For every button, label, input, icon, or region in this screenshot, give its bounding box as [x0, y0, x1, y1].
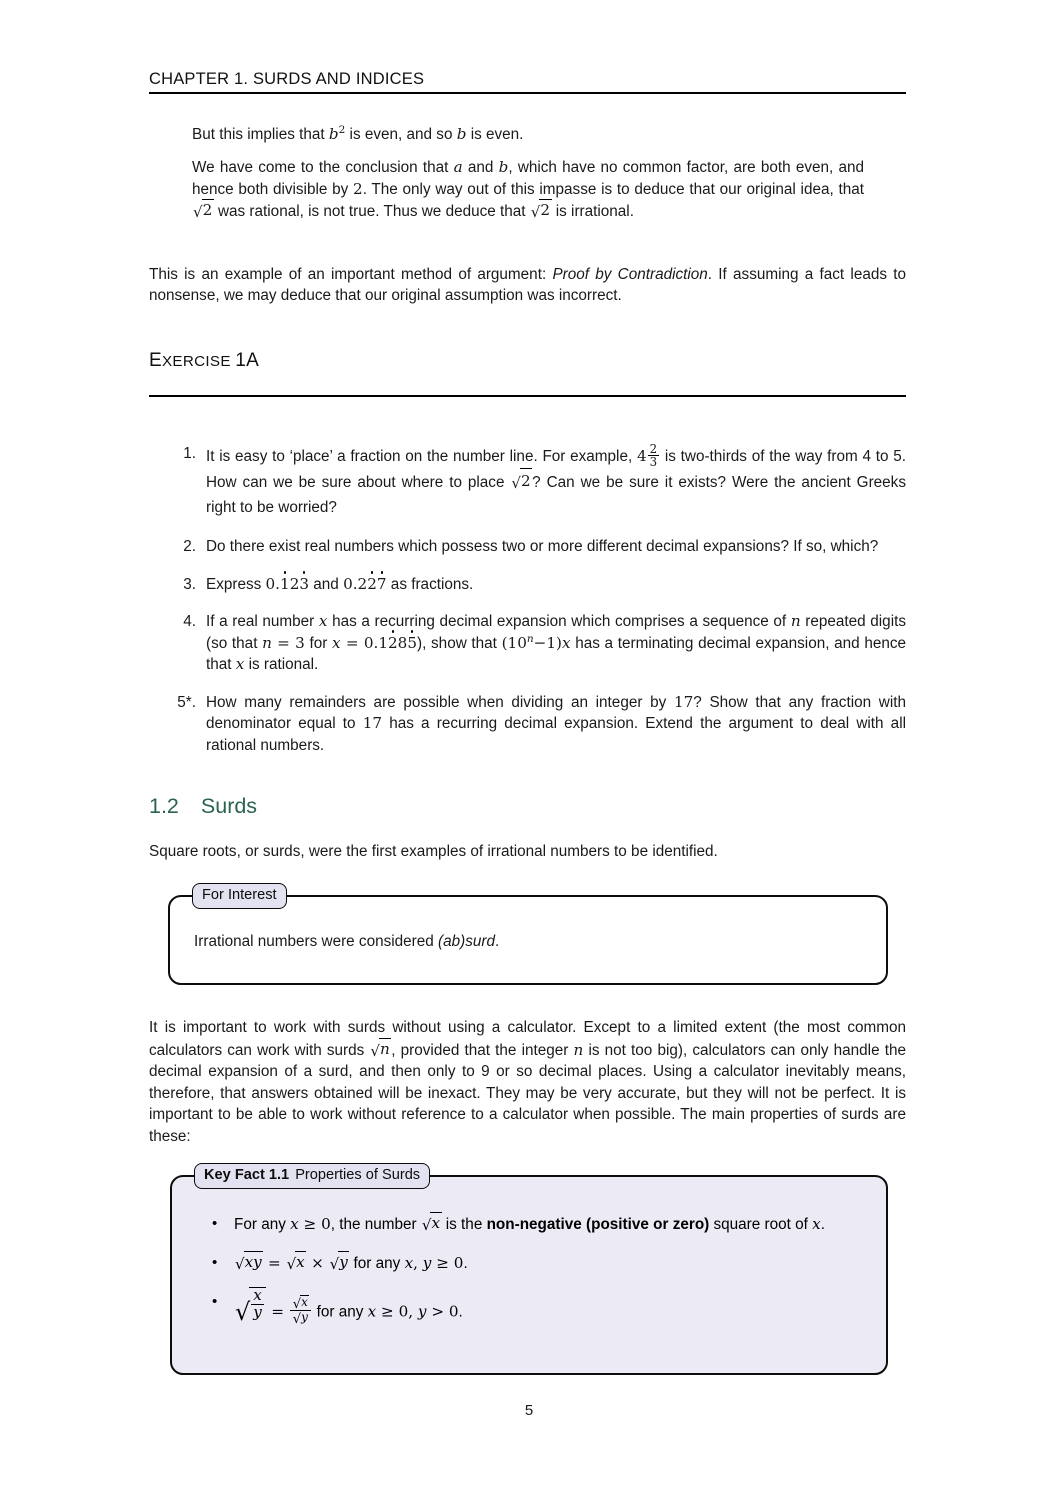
text-fragment: , which have no common factor, are both even, and hence both divisible by	[192, 159, 865, 198]
text-fragment: .	[463, 1255, 468, 1272]
text-fragment: . The only way out of this impasse is to deduce that our original idea, that	[362, 180, 864, 198]
text-fragment: has a terminating decimal expansion, and hence that	[206, 634, 907, 674]
paragraph-calculator	[149, 1017, 906, 1147]
math-number-17: 17	[673, 692, 694, 711]
sqrt-x-over-y: √ $\frac{x}{y}$	[234, 1291, 266, 1324]
list-item	[170, 611, 906, 676]
list-item-marker: 2.	[183, 538, 196, 556]
math-relation: =	[263, 1254, 286, 1272]
math-relation: > 0	[426, 1302, 459, 1321]
text-fragment: How many remainders are possible when dividing an integer by	[206, 693, 674, 711]
recurring-digit: 3	[299, 574, 309, 596]
text-fragment: For any	[234, 1216, 291, 1233]
text-fragment: If a real number	[206, 613, 319, 631]
recurring-digit: 2	[388, 633, 398, 655]
list-item-content	[206, 443, 906, 520]
emphasis-non-negative: non-negative (positive or zero)	[486, 1216, 710, 1233]
list-item-content	[234, 1213, 864, 1235]
math-relation: =	[266, 1302, 289, 1321]
list-item-content	[206, 611, 906, 676]
list-item-marker: 3.	[183, 575, 196, 593]
math-variable-y: y	[417, 1302, 427, 1321]
fraction-two-thirds: $\frac{2}{3}$	[649, 442, 658, 470]
text-fragment: is two-thirds of the way from 4 to 5. How can we be sure about where to place	[206, 448, 906, 492]
math-relation: ≥ 0	[376, 1302, 409, 1321]
text-fragment: and	[309, 575, 344, 593]
math-number-17: 17	[362, 714, 383, 733]
exercise-heading-initial: E	[149, 350, 162, 371]
text-fragment: and	[462, 159, 499, 176]
text-fragment: ? Can we be sure it exists? Were the ancient Greeks right to be worried?	[206, 474, 906, 517]
paragraph-conclusion	[192, 157, 864, 223]
text-fragment: .	[458, 1303, 463, 1321]
sqrt-two: √2	[510, 469, 532, 495]
exercise-heading-number: 1A	[235, 350, 260, 371]
math-variable-b: b	[456, 125, 467, 143]
fraction-sqrtx-over-sqrty: $\frac{√x}{√y}$	[290, 1296, 312, 1326]
text-fragment: But this implies that	[192, 126, 329, 143]
list-item-marker: 5*.	[177, 693, 196, 711]
sqrt-two: √2	[193, 201, 213, 222]
exercise-heading-word: XERCISE	[161, 353, 231, 370]
math-equation: = 3	[271, 633, 305, 652]
running-head	[149, 70, 906, 94]
key-fact-bullet-list	[208, 1213, 864, 1326]
bullet-icon: •	[212, 1254, 218, 1271]
sqrt-n: √n	[370, 1039, 390, 1060]
recurring-digit: 5	[407, 633, 417, 655]
list-item	[170, 536, 906, 558]
exercise-heading-block	[149, 350, 906, 397]
page-number: 5	[524, 1402, 534, 1419]
math-variable-x: x	[367, 1302, 377, 1321]
text-fragment: This is an example of an important method of argument:	[149, 266, 553, 283]
text-fragment: is rational.	[244, 656, 319, 674]
for-interest-callout	[168, 887, 888, 985]
text-fragment: Express	[206, 575, 266, 593]
bullet-icon: •	[212, 1215, 218, 1232]
math-variable-y: y	[422, 1254, 432, 1272]
list-item-content: Do there exist real numbers which possess two or more different decimal expansions? If so, which?	[206, 538, 879, 556]
text-fragment: is the	[441, 1216, 487, 1233]
section-heading	[149, 794, 257, 819]
math-variable-n: n	[262, 633, 272, 652]
recurring-digit: 1	[280, 574, 290, 596]
math-number-two: 2	[353, 179, 363, 198]
text-fragment: for	[304, 634, 333, 652]
bullet-icon: •	[212, 1293, 218, 1310]
section-intro-paragraph: Square roots, or surds, were the first examples of irrational numbers to be identified.	[149, 843, 718, 860]
key-fact-callout	[170, 1167, 888, 1375]
exercise-list	[170, 443, 906, 772]
math-variable-x: x	[290, 1215, 299, 1233]
math-variable-b: b	[498, 158, 509, 176]
text-fragment: for any	[312, 1303, 368, 1321]
list-item-content	[206, 574, 906, 596]
text-fragment: is not too big), calculators can only handle the decimal expansion of a surd, and then only to 9 or so decimal places. Using a calculator inevitably means, therefore, that answers obtained will be inexact. They may be very accurate, but they will not be perfect. It is important to be able to work without reference to a calculator when possible. The main properties of surds are these:	[149, 1041, 906, 1145]
math-variable-x: x	[561, 633, 571, 652]
math-expression: −1)	[533, 633, 562, 652]
math-relation: ≥ 0	[431, 1254, 464, 1272]
text-fragment: has a recurring decimal expansion which comprises a sequence of	[327, 613, 791, 631]
emphasis-absurd: (ab)surd	[438, 933, 495, 950]
list-item	[208, 1252, 864, 1274]
for-interest-body	[194, 931, 862, 952]
math-variable-x: x	[404, 1254, 414, 1272]
math-digit: 8	[397, 633, 408, 652]
list-item-marker: 1.	[183, 445, 196, 462]
text-fragment: ? Show that any fraction with denominator equal to	[206, 693, 906, 733]
list-item	[170, 574, 906, 596]
list-item-content	[206, 692, 906, 757]
math-equation: = 0.1	[340, 633, 388, 652]
sqrt-x: √x	[421, 1214, 441, 1234]
key-fact-title: Properties of Surds	[295, 1167, 421, 1183]
text-fragment: was rational, is not true. Thus we deduce that	[213, 203, 530, 221]
text-fragment: , provided that the integer	[391, 1041, 574, 1059]
math-relation: ≥ 0	[298, 1215, 331, 1233]
text-fragment: , the number	[330, 1216, 421, 1233]
emphasis-proof-by-contradiction: Proof by Contradiction	[552, 266, 708, 283]
text-fragment: ,	[408, 1302, 418, 1321]
list-item-marker: 4.	[183, 613, 196, 631]
math-number: 0.2	[343, 574, 368, 593]
math-variable-b: b	[328, 125, 339, 143]
running-head-text: CHAPTER 1. SURDS AND INDICES	[149, 70, 425, 88]
text-fragment: ), show that	[417, 634, 502, 652]
sqrt-x: √x	[286, 1253, 305, 1273]
running-head-rule	[149, 92, 906, 94]
list-item	[170, 443, 906, 520]
sqrt-y: √y	[329, 1253, 348, 1273]
text-fragment: We have come to the conclusion that	[192, 159, 454, 176]
list-item-content	[234, 1286, 864, 1328]
math-expression: (10	[501, 633, 527, 652]
paragraph-b-even	[192, 124, 864, 146]
for-interest-tag: For Interest	[192, 883, 287, 909]
text-fragment: It is important to work with surds without using a calculator. Except to a limited extent (the most common calculators can work with surds	[149, 1019, 906, 1059]
recurring-digit: 7	[377, 574, 387, 596]
section-title: Surds	[200, 794, 258, 818]
text-fragment: Irrational numbers were considered	[194, 933, 439, 950]
math-variable-n: n	[790, 612, 801, 631]
math-variable-x: x	[332, 633, 341, 652]
text-fragment: . If assuming a fact leads to nonsense, we may deduce that our original assumption was incorrect.	[149, 266, 906, 304]
list-item	[208, 1286, 864, 1328]
text-fragment: .	[495, 933, 500, 950]
list-item	[170, 692, 906, 757]
math-variable-x: x	[812, 1215, 821, 1233]
exercise-heading	[149, 350, 906, 372]
key-fact-label: Key Fact 1.1	[204, 1167, 290, 1183]
math-number: 0.	[265, 574, 281, 593]
text-fragment: square root of	[709, 1216, 813, 1233]
recurring-digit: 2	[367, 574, 377, 596]
key-fact-tag	[194, 1163, 430, 1189]
math-number: 4	[636, 447, 647, 466]
text-fragment: is even, and so	[345, 126, 457, 143]
math-variable-n: n	[573, 1040, 584, 1059]
text-fragment: .	[820, 1216, 825, 1233]
text-fragment: as fractions.	[386, 575, 474, 593]
section-number: 1.2	[149, 794, 179, 818]
paragraph-proof-by-contradiction	[149, 265, 906, 306]
text-fragment: for any	[349, 1255, 405, 1272]
text-fragment: ,	[413, 1254, 423, 1272]
text-fragment: is even.	[466, 126, 524, 143]
exponent-two: 2	[338, 123, 346, 136]
sqrt-two: √2	[530, 201, 550, 222]
sqrt-xy: √xy	[235, 1253, 262, 1273]
list-item-content	[234, 1252, 864, 1274]
math-variable-x: x	[318, 612, 328, 631]
math-variable-x: x	[235, 655, 245, 674]
math-variable-a: a	[453, 158, 463, 176]
exercise-heading-rule	[149, 395, 906, 397]
text-fragment: has a recurring decimal expansion. Extend the argument to deal with all rational numbers.	[206, 715, 906, 754]
math-operator-times: ×	[306, 1254, 329, 1272]
text-fragment: It is easy to ‘place’ a fraction on the number line. For example,	[206, 448, 637, 466]
text-fragment: is irrational.	[551, 203, 634, 221]
exponent-n: n	[526, 632, 534, 645]
text-fragment: repeated digits (so that	[206, 613, 906, 652]
list-item	[208, 1213, 864, 1235]
math-digit: 2	[289, 574, 300, 593]
